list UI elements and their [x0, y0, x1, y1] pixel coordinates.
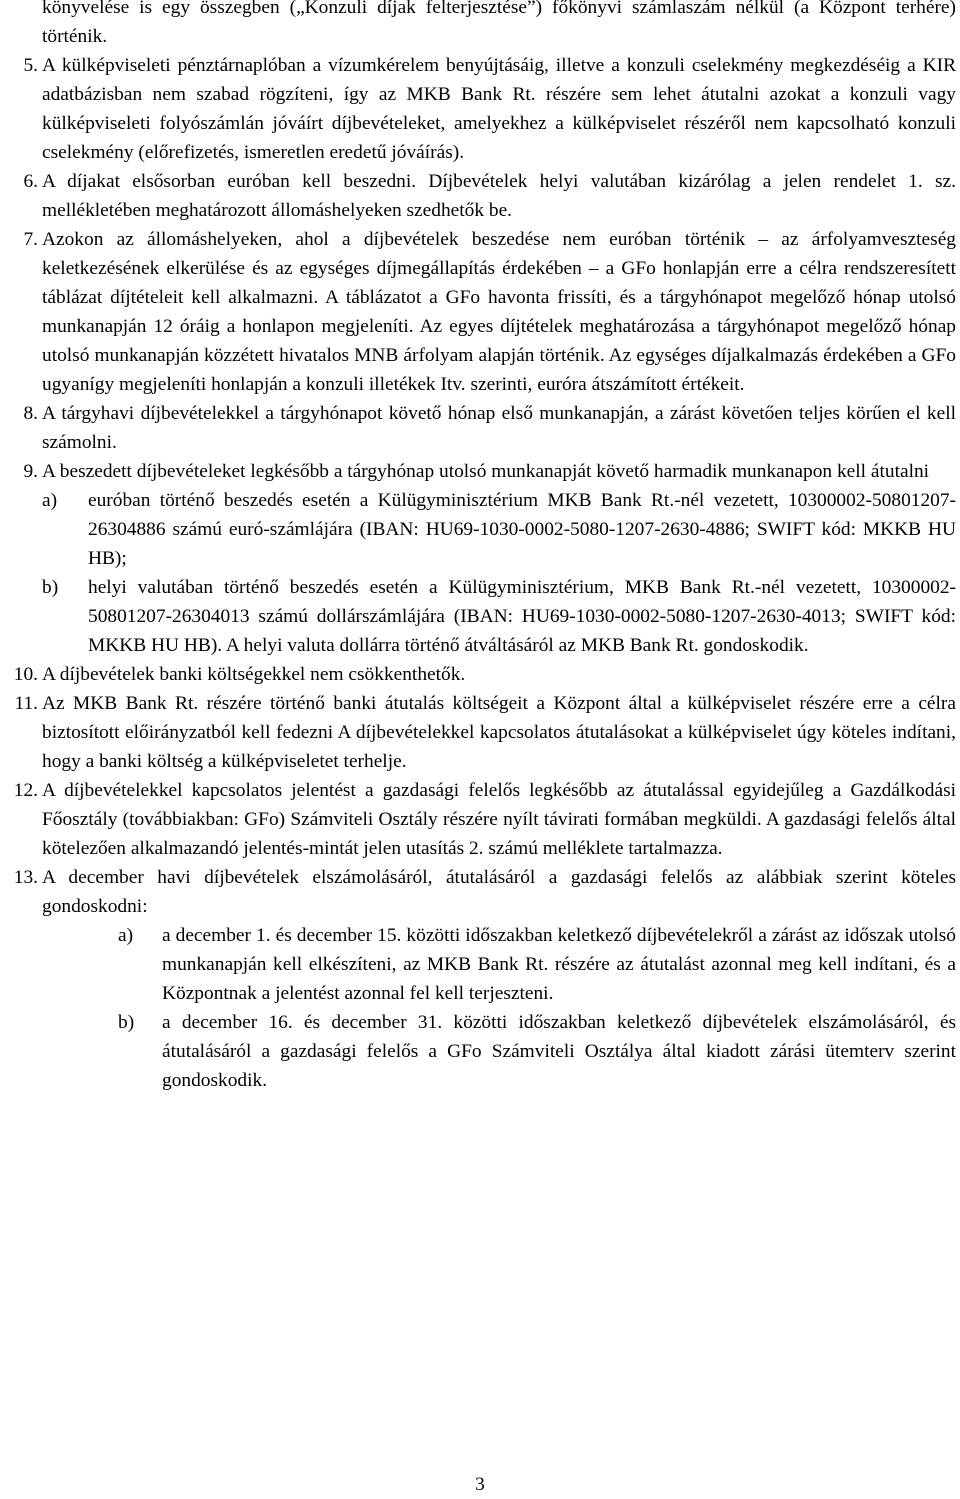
list-item-text: A külképviseleti pénztárnaplóban a vízumkérelem benyújtásáig, illetve a konzuli cselekmény megkezdéséig a KIR adatbázisban nem szabad rögzíteni, így az MKB Bank Rt. részére sem lehet átutalni azokat a konzuli vagy külképviseleti folyószámlán jóváírt díjbevételeket, amelyekhez a külképviselet részéről nem kapcsolható konzuli cselekmény (előrefizetés, ismeretlen eredetű jóváírás). — [42, 55, 956, 163]
sub-list — [42, 486, 956, 660]
sub-list-item-letter: b) — [118, 1012, 135, 1033]
list-item-12 — [13, 776, 956, 863]
list-item-text: A beszedett díjbevételeket legkésőbb a tárgyhónap utolsó munkanapját követő harmadik munkanapon kell átutalni — [42, 461, 930, 482]
sub-list-item-b — [118, 1008, 956, 1095]
list-item-8 — [23, 399, 956, 457]
list-item-text: Azokon az állomáshelyeken, ahol a díjbevételek beszedése nem euróban történik – az árfolyamveszteség keletkezésének elkerülése és az egységes díjmegállapítás érdekében – a GFo honlapján erre a célra rendszeresített táblázat díjtételeit kell alkalmazni. A táblázatot a GFo havonta frissíti, és a tárgyhónapot megelőző hónap utolsó munkanapján 12 óráig a honlapon megjeleníti. Az egyes díjtételek meghatározása a tárgyhónapot megelőző hónap utolsó munkanapján közzétett hivatalos MNB árfolyam alapján történik. Az egységes díjalkalmazás érdekében a GFo ugyanígy megjeleníti honlapján a konzuli illetékek Itv. szerinti, euróra átszámított értékeit. — [42, 229, 956, 395]
sub-list-item-a — [42, 486, 956, 573]
list-item-number: 11. — [14, 693, 38, 714]
sub-list-item-text: a december 1. és december 15. közötti időszakban keletkező díjbevételekről a zárást az időszak utolsó munkanapján kell elkészíteni, az MKB Bank Rt. részére az átutalást azonnal meg kell indítani, és a Központnak a jelentést azonnal fel kell terjeszteni. — [162, 925, 956, 1004]
list-item-number: 9. — [23, 461, 38, 482]
list-item-text: A díjbevételek banki költségekkel nem csökkenthetők. — [42, 664, 466, 685]
list-item-13 — [13, 863, 956, 1095]
list-item-10 — [13, 660, 956, 689]
list-item-6 — [23, 167, 956, 225]
list-item-text: A díjbevételekkel kapcsolatos jelentést a gazdasági felelős legkésőbb az átutalással egyidejűleg a Gazdálkodási Főosztály (továbbiakban: GFo) Számviteli Osztály részére nyílt távirati formában megküldi. A gazdasági felelős által kötelezően alkalmazandó jelentés-mintát jelen utasítás 2. számú melléklete tartalmazza. — [42, 780, 956, 859]
sub-list-item-text: a december 16. és december 31. közötti időszakban keletkező díjbevételek elszámolásáról, és átutalásáról a gazdasági felelős a GFo Számviteli Osztálya által kiadott zárási ütemterv szerint gondoskodik. — [162, 1012, 956, 1091]
sub-list-item-letter: a) — [42, 490, 58, 511]
page-number: 3 — [475, 1474, 485, 1495]
document-body — [13, 0, 956, 1095]
sub-list-item-a — [118, 921, 956, 1008]
list-item-9 — [23, 457, 956, 660]
list-item-text: A díjakat elsősorban euróban kell beszedni. Díjbevételek helyi valutában kizárólag a jelen rendelet 1. sz. mellékletében meghatározott állomáshelyeken szedhetők be. — [42, 171, 956, 221]
numbered-list — [13, 51, 956, 1095]
list-item-number: 13. — [13, 867, 38, 888]
list-item-number: 10. — [13, 664, 38, 685]
list-item-number: 7. — [23, 229, 38, 250]
list-item-5 — [23, 51, 956, 167]
sub-list-item-letter: a) — [118, 925, 134, 946]
sub-list-item-text: helyi valutában történő beszedés esetén a Külügyminisztérium, MKB Bank Rt.-nél vezetett, 10300002-50801207-26304013 számú dollárszámlájára (IBAN: HU69-1030-0002-5080-1207-2630-4013; SWIFT kód: MKKB HU HB). A helyi valuta dollárra történő átváltásáról az MKB Bank Rt. gondoskodik. — [88, 577, 956, 656]
list-item-number: 12. — [13, 780, 38, 801]
list-item-number: 5. — [23, 55, 38, 76]
sub-list-item-b — [42, 573, 956, 660]
intro-continuation-paragraph: könyvelése is egy összegben („Konzuli díjak felterjesztése”) főkönyvi számlaszám nélkül (a Központ terhére) történik. — [42, 0, 956, 47]
list-item-text: A tárgyhavi díjbevételekkel a tárgyhónapot követő hónap első munkanapján, a zárást követően teljes körűen el kell számolni. — [42, 403, 956, 453]
sub-list — [42, 921, 956, 1095]
list-item-11 — [14, 689, 956, 776]
list-item-7 — [23, 225, 956, 399]
sub-list-item-text: euróban történő beszedés esetén a Külügyminisztérium MKB Bank Rt.-nél vezetett, 10300002-50801207-26304886 számú euró-számlájára (IBAN: HU69-1030-0002-5080-1207-2630-4886; SWIFT kód: MKKB HU HB); — [88, 490, 956, 569]
list-item-text: Az MKB Bank Rt. részére történő banki átutalás költségeit a Központ által a külképviselet részére erre a célra biztosított előirányzatból kell fedezni A díjbevételekkel kapcsolatos átutalásokat a külképviselet úgy köteles indítani, hogy a banki költség a külképviseletet terhelje. — [42, 693, 956, 772]
list-item-number: 6. — [23, 171, 38, 192]
sub-list-item-letter: b) — [42, 577, 59, 598]
list-item-number: 8. — [23, 403, 38, 424]
list-item-text: A december havi díjbevételek elszámolásáról, átutalásáról a gazdasági felelős az alábbiak szerint köteles gondoskodni: — [42, 867, 956, 917]
